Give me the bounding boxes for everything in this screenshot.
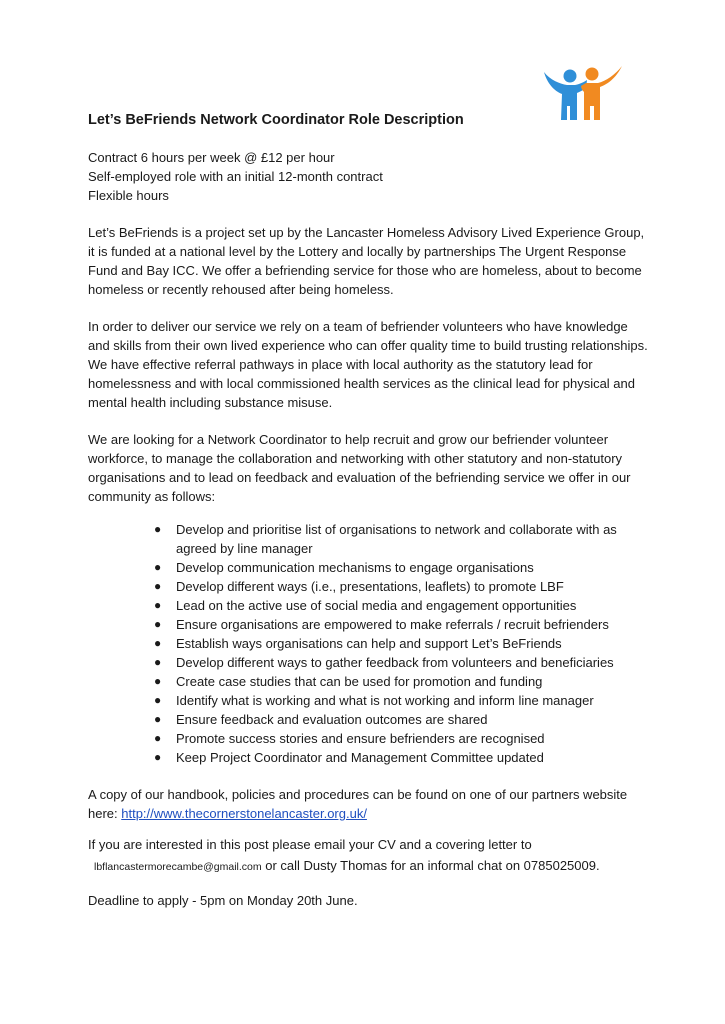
list-item: ● Promote success stories and ensure befrienders are recognised bbox=[154, 731, 545, 746]
list-item: ● Establish ways organisations can help and support Let’s BeFriends bbox=[154, 636, 562, 651]
list-item: ● Identify what is working and what is not working and inform line manager bbox=[154, 693, 594, 708]
task-list bbox=[88, 520, 648, 767]
bullet-icon: ● bbox=[154, 522, 162, 536]
apply-instructions: If you are interested in this post please email your CV and a covering letter to bbox=[88, 837, 532, 852]
list-item: ● Keep Project Coordinator and Management Committee updated bbox=[154, 750, 544, 765]
bullet-icon: ● bbox=[154, 750, 162, 764]
list-item: ● Develop communication mechanisms to engage organisations bbox=[154, 560, 534, 575]
contact-email[interactable]: lbflancastermorecambe@gmail.com bbox=[94, 861, 262, 873]
bullet-icon: ● bbox=[154, 579, 162, 593]
volunteers-paragraph: In order to deliver our service we rely on a team of befriender volunteers who have knowledge and skills from their own lived experience who can offer quality time to build trusting relationships. We have effective referral pathways in place with local authority as the statutory lead for homelessness and with local commissioned health services as the clinical lead for physical and mental health including substance misuse. bbox=[88, 319, 648, 410]
bullet-icon: ● bbox=[154, 674, 162, 688]
contract-flexibility: Flexible hours bbox=[88, 188, 169, 203]
bullet-icon: ● bbox=[154, 636, 162, 650]
bullet-icon: ● bbox=[154, 731, 162, 745]
handbook-paragraph: A copy of our handbook, policies and procedures can be found on one of our partners website here: http://www.thecornerstonelancaster.org.uk/ bbox=[88, 787, 628, 821]
role-paragraph: We are looking for a Network Coordinator to help recruit and grow our befriender volunteer workforce, to manage the collaboration and networking with other statutory and non-statutory organisations and to lead on feedback and evaluation of the befriending service we offer in our community as follows: bbox=[88, 432, 631, 504]
contract-details bbox=[88, 148, 648, 205]
list-item: ● Ensure organisations are empowered to make referrals / recruit befrienders bbox=[154, 617, 609, 632]
list-item: ● Ensure feedback and evaluation outcomes are shared bbox=[154, 712, 488, 727]
bullet-icon: ● bbox=[154, 598, 162, 612]
contract-type: Self-employed role with an initial 12-month contract bbox=[88, 169, 383, 184]
list-item: ● Develop and prioritise list of organisations to network and collaborate with as agreed by line manager bbox=[154, 522, 617, 556]
bullet-icon: ● bbox=[154, 617, 162, 631]
partner-website-link[interactable]: http://www.thecornerstonelancaster.org.uk/ bbox=[121, 806, 367, 821]
bullet-icon: ● bbox=[154, 655, 162, 669]
bullet-icon: ● bbox=[154, 560, 162, 574]
list-item: ● Lead on the active use of social media and engagement opportunities bbox=[154, 598, 577, 613]
bullet-icon: ● bbox=[154, 693, 162, 707]
contact-line bbox=[88, 856, 648, 877]
document-body bbox=[88, 110, 648, 910]
list-item: ● Create case studies that can be used for promotion and funding bbox=[154, 674, 543, 689]
list-item: ● Develop different ways to gather feedback from volunteers and beneficiaries bbox=[154, 655, 614, 670]
document-title: Let’s BeFriends Network Coordinator Role Description bbox=[88, 112, 464, 128]
contract-hours: Contract 6 hours per week @ £12 per hour bbox=[88, 150, 335, 165]
contact-phone-text: or call Dusty Thomas for an informal chat on 0785025009. bbox=[261, 858, 600, 873]
intro-paragraph: Let’s BeFriends is a project set up by the Lancaster Homeless Advisory Lived Experience Group, it is funded at a national level by the Lottery and locally by partnerships The Urgent Response Fund and Bay ICC. We offer a befriending service for those who are homeless, about to become homeless or recently rehoused after being homeless. bbox=[88, 225, 645, 297]
deadline-text: Deadline to apply - 5pm on Monday 20th June. bbox=[88, 893, 358, 908]
bullet-icon: ● bbox=[154, 712, 162, 726]
list-item: ● Develop different ways (i.e., presentations, leaflets) to promote LBF bbox=[154, 579, 564, 594]
